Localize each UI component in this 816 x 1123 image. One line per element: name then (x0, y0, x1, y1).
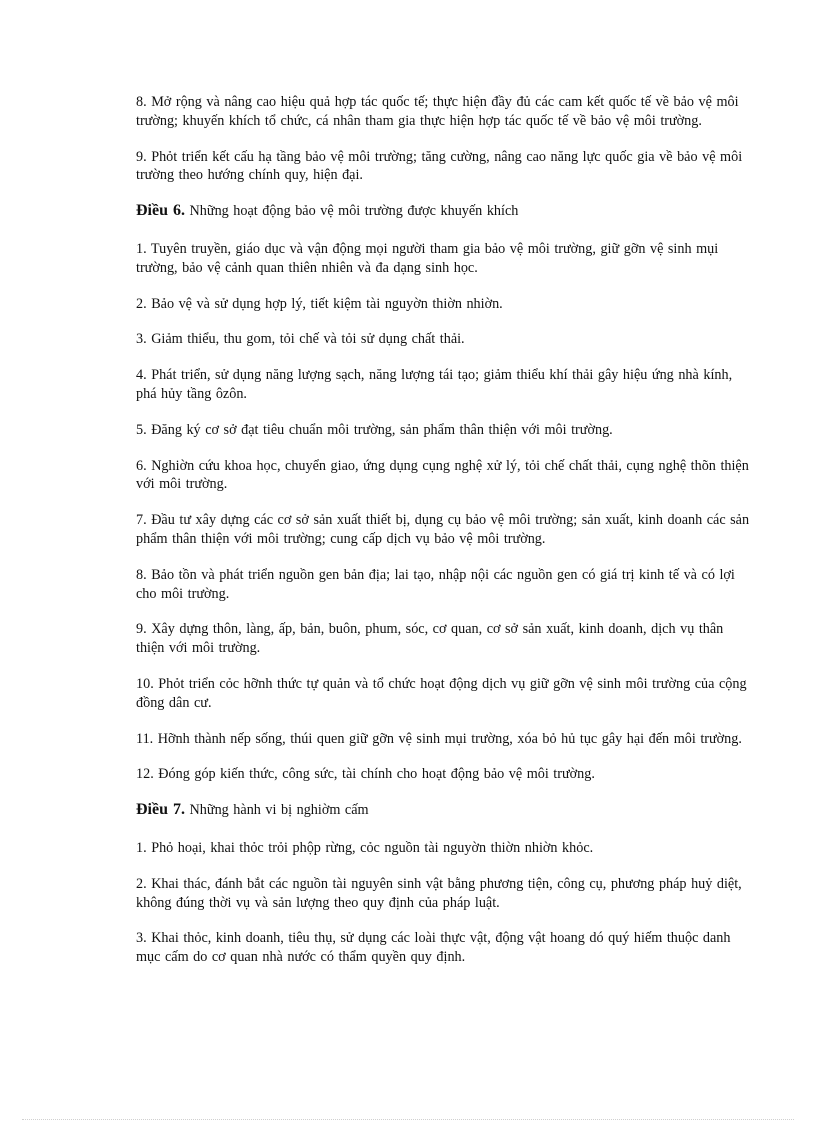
clause-paragraph: 12. Đóng góp kiến thức, công sức, tài chính cho hoạt động bảo vệ môi trường. (136, 766, 595, 783)
document-body (136, 93, 756, 984)
clause-paragraph: 3. Khai thỏc, kinh doanh, tiêu thụ, sử dụng các loài thực vật, động vật hoang dó quý hiếm thuộc danh mục cấm do cơ quan nhà nước có thẩm quyền quy định. (136, 930, 731, 966)
clause-paragraph: 3. Giảm thiểu, thu gom, tỏi chế và tỏi sử dụng chất thải. (136, 331, 465, 348)
clause-paragraph: 1. Phỏ hoại, khai thỏc trỏi phộp rừng, cỏc nguồn tài nguyờn thiờn nhiờn khỏc. (136, 839, 594, 856)
clause-paragraph: 8. Mở rộng và nâng cao hiệu quả hợp tác quốc tế; thực hiện đầy đủ các cam kết quốc tế về bảo vệ môi trường; khuyến khích tổ chức, cá nhân tham gia thực hiện hợp tác quốc tế về bảo vệ môi trường. (136, 94, 739, 129)
clause-paragraph: 1. Tuyên truyền, giáo dục và vận động mọi người tham gia bảo vệ môi trường, giữ gỡn vệ sinh mụi trường, bảo vệ cảnh quan thiên nhiên và đa dạng sinh học. (136, 240, 719, 276)
clause-paragraph: 5. Đăng ký cơ sở đạt tiêu chuẩn môi trường, sản phẩm thân thiện với môi trường. (136, 421, 613, 438)
article-number: Điều 7. (136, 801, 185, 819)
clause-paragraph: 2. Khai thác, đánh bắt các nguồn tài nguyên sinh vật bằng phương tiện, công cụ, phương pháp huỷ diệt, không đúng thời vụ và sản lượng theo quy định của pháp luật. (136, 875, 742, 911)
article-heading (136, 801, 756, 820)
article-title: Những hoạt động bảo vệ môi trường được khuyến khích (185, 203, 519, 220)
article-number: Điều 6. (136, 202, 185, 220)
clause-paragraph: 8. Bảo tồn và phát triển nguồn gen bản địa; lai tạo, nhập nội các nguồn gen có giá trị kinh tế và có lợi cho môi trường. (136, 566, 735, 602)
clause-paragraph: 4. Phát triển, sử dụng năng lượng sạch, năng lượng tái tạo; giảm thiểu khí thải gây hiệu ứng nhà kính, phá hủy tầng ôzôn. (136, 367, 733, 402)
clause-paragraph: 6. Nghiờn cứu khoa học, chuyển giao, ứng dụng cụng nghệ xử lý, tỏi chế chất thải, cụng nghệ thõn thiện với môi trường. (136, 457, 749, 493)
clause-paragraph: 7. Đầu tư xây dựng các cơ sở sản xuất thiết bị, dụng cụ bảo vệ môi trường; sản xuất, kinh doanh các sản phẩm thân thiện với môi trường; cung cấp dịch vụ bảo vệ môi trường. (136, 512, 750, 547)
article-heading (136, 202, 756, 221)
clause-paragraph: 9. Phỏt triển kết cấu hạ tầng bảo vệ môi trường; tăng cường, nâng cao năng lực quốc gia về bảo vệ môi trường theo hướng chính quy, hiện đại. (136, 148, 743, 184)
clause-paragraph: 11. Hỡnh thành nếp sống, thúi quen giữ gỡn vệ sinh mụi trường, xóa bỏ hủ tục gây hại đến môi trường. (136, 730, 742, 747)
clause-paragraph: 2. Bảo vệ và sử dụng hợp lý, tiết kiệm tài nguyờn thiờn nhiờn. (136, 295, 503, 312)
article-title: Những hành vi bị nghiờm cấm (185, 802, 369, 819)
clause-paragraph: 9. Xây dựng thôn, làng, ấp, bản, buôn, phum, sóc, cơ quan, cơ sở sản xuất, kinh doanh, dịch vụ thân thiện với môi trường. (136, 621, 724, 657)
page-bottom-divider (22, 1119, 794, 1120)
clause-paragraph: 10. Phỏt triển cỏc hỡnh thức tự quản và tổ chức hoạt động dịch vụ giữ gỡn vệ sinh môi trường của cộng đồng dân cư. (136, 675, 747, 711)
